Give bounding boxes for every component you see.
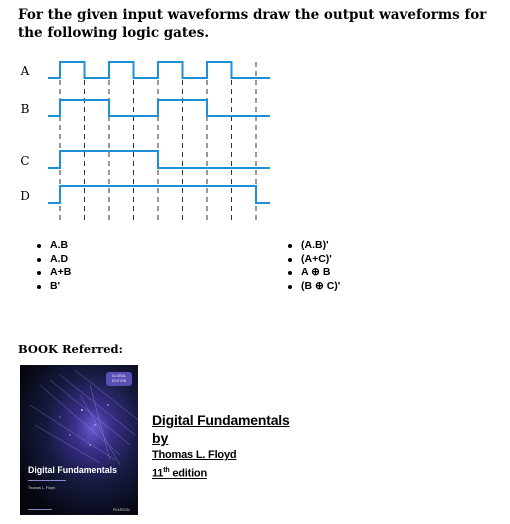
cover-art (20, 365, 138, 515)
waveform-b (48, 100, 270, 116)
gate-list-right (286, 239, 340, 293)
cover-title: Digital Fundamentals (28, 465, 117, 475)
gate-list-left (35, 239, 71, 293)
gate-item: A.B (35, 239, 71, 253)
signal-waveforms (48, 62, 270, 203)
book-by: by (152, 430, 169, 446)
edition-word: edition (172, 467, 207, 480)
book-info (152, 411, 290, 482)
instruction-text: For the given input waveforms draw the output waveforms for the following logic gates. (18, 7, 487, 41)
cover-divider (28, 480, 66, 481)
signal-label-d: D (20, 189, 30, 203)
edition-suffix: th (163, 467, 170, 474)
signal-label-c: C (20, 154, 30, 168)
timing-gridlines (60, 62, 256, 220)
waveform-c (48, 151, 270, 168)
cover-publisher: PEARSON (113, 508, 130, 512)
book-referred-heading: BOOK Referred: (18, 342, 123, 356)
gate-item: (B ⊕ C)' (286, 280, 340, 294)
gate-item: (A.B)' (286, 239, 340, 253)
gate-item: B' (35, 280, 71, 294)
cover-badge: GLOBAL EDITION (106, 372, 132, 386)
signal-labels (20, 64, 30, 203)
book-title: Digital Fundamentals (152, 412, 290, 428)
gate-item: A.D (35, 253, 71, 267)
gate-item: (A+C)' (286, 253, 340, 267)
cover-author: Thomas L. Floyd (28, 486, 55, 490)
book-edition (152, 463, 290, 482)
signal-label-a: A (20, 64, 30, 78)
cover-divider (28, 509, 52, 510)
book-cover-image (20, 365, 138, 515)
book-author: Thomas L. Floyd (152, 449, 237, 461)
gate-item: A ⊕ B (286, 266, 340, 280)
edition-number: 11 (152, 467, 164, 480)
gate-item: A+B (35, 266, 71, 280)
timing-diagram (0, 0, 510, 230)
signal-label-b: B (20, 102, 30, 116)
waveform-a (48, 62, 270, 78)
waveform-d (48, 186, 270, 203)
